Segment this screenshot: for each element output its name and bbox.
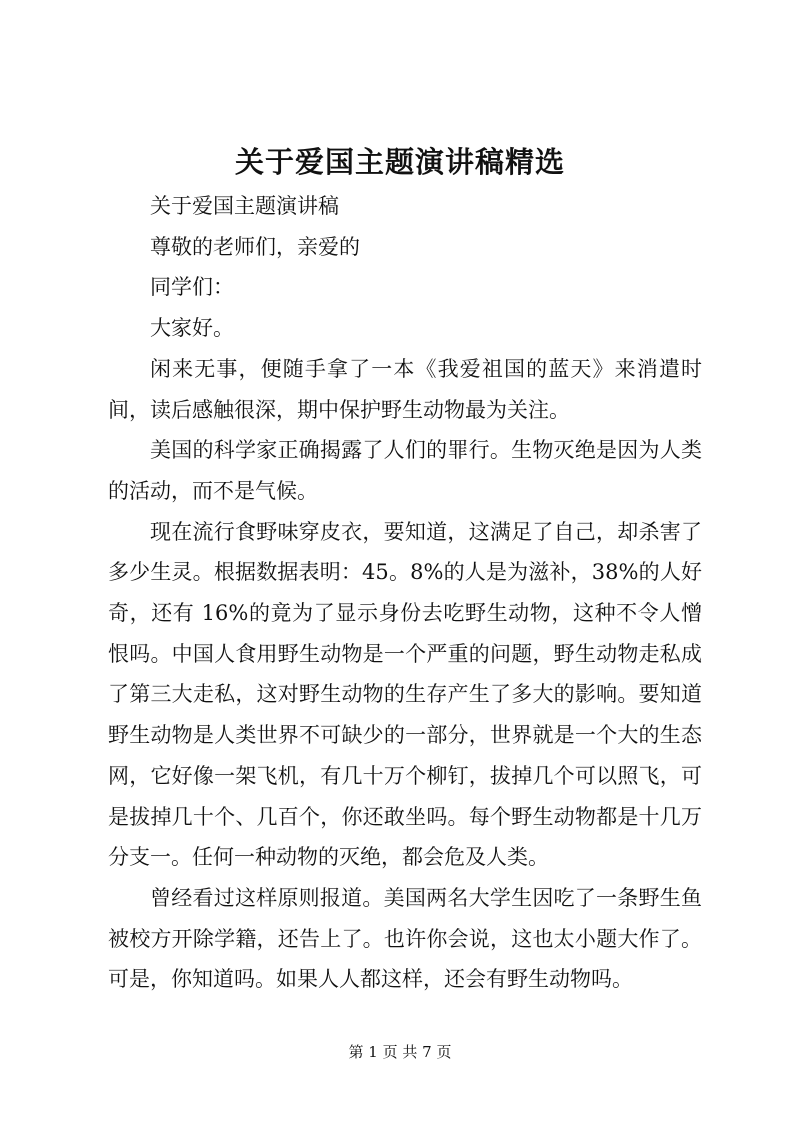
paragraph-intro: 闲来无事，便随手拿了一本《我爱祖国的蓝天》来消遣时间，读后感触很深，期中保护野生动物最为关注。 xyxy=(108,356,702,422)
paragraph-scientists: 美国的科学家正确揭露了人们的罪行。生物灭绝是因为人类的活动，而不是气候。 xyxy=(108,438,702,503)
document-title: 关于爱国主题演讲稿精选 xyxy=(234,145,565,179)
document-body xyxy=(108,186,702,1000)
paragraph-hello: 大家好。 xyxy=(150,316,234,341)
page-footer: 第 1 页 共 7 页 xyxy=(348,1043,452,1061)
paragraph-greeting-2: 同学们： xyxy=(150,275,234,300)
paragraph-report: 曾经看过这样原则报道。美国两名大学生因吃了一条野生鱼被校方开除学籍，还告上了。也许你会说，这也太小题大作了。可是，你知道吗。如果人人都这样，还会有野生动物吗。 xyxy=(108,885,702,992)
paragraph-wildlife: 现在流行食野味穿皮衣，要知道，这满足了自己，却杀害了多少生灵。根据数据表明：45。8%的人是为滋补，38%的人好奇，还有 16%的竟为了显示身份去吃野生动物，这种不令人憎恨吗。中国人食用野生动物是一个严重的问题，野生动物走私成了第三大走私，这对野生动物的生存产生了多大的影响。要知道野生动物是人类世界不可缺少的一部分，世界就是一个大的生态网，它好像一架飞机，有几十万个柳钉，拔掉几个可以照飞，可是拔掉几十个、几百个，你还敢坐吗。每个野生动物都是十几万分支一。任何一种动物的灭绝，都会危及人类。 xyxy=(108,519,702,870)
paragraph-subtitle: 关于爱国主题演讲稿 xyxy=(150,194,339,218)
paragraph-greeting-1: 尊敬的老师们，亲爱的 xyxy=(150,234,360,259)
